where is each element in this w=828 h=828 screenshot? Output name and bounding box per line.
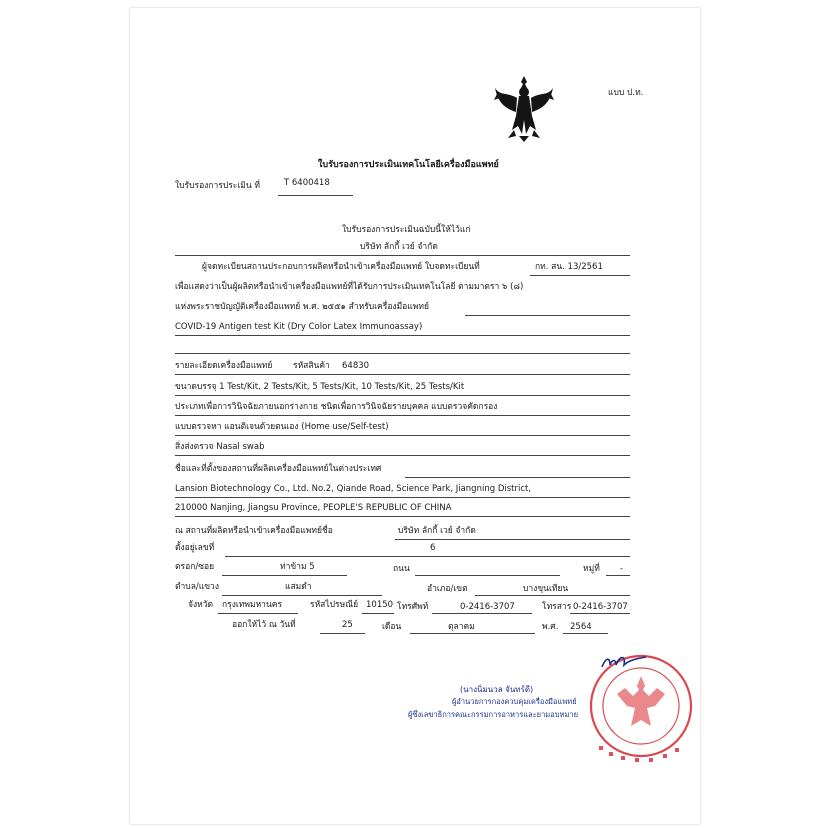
- importer-name: บริษัท ลักกี้ เวย์ จำกัด: [398, 526, 476, 536]
- declaration-line2: แห่งพระราชบัญญัติเครื่องมือแพทย์ พ.ศ. ๒๕๕๑ สำหรับเครื่องมือแพทย์: [175, 302, 429, 312]
- moo-underline: [606, 575, 630, 576]
- soi-underline: [222, 575, 347, 576]
- product-underline-1: [175, 335, 630, 336]
- cert-no-label: ใบรับรองการประเมิน ที่: [175, 181, 260, 191]
- issued-to-label: ใบรับรองการประเมินฉบับนี้ให้ไว้แก่: [342, 225, 471, 235]
- issued-year: 2564: [570, 622, 592, 632]
- province-label: จังหวัด: [188, 600, 214, 610]
- district-label: อำเภอ/เขต: [427, 584, 468, 594]
- company-underline: [175, 255, 630, 256]
- day-underline: [320, 633, 365, 634]
- page-title: ใบรับรองการประเมินเทคโนโลยีเครื่องมือแพทย์: [318, 160, 499, 170]
- phone-label: โทรศัพท์: [397, 602, 429, 612]
- purpose-underline: [175, 415, 630, 416]
- manufacturer-label: ชื่อและที่ตั้งของสถานที่ผลิตเครื่องมือแพทย์ในต่างประเทศ: [175, 464, 382, 474]
- type-underline: [175, 435, 630, 436]
- importer-label: ณ สถานที่ผลิตหรือนำเข้าเครื่องมือแพทย์ชื่อ: [175, 526, 333, 536]
- district-value: บางขุนเทียน: [523, 584, 569, 594]
- issued-day: 25: [342, 620, 353, 630]
- product-code-label: รหัสสินค้า: [293, 361, 330, 371]
- manufacturer-address-1: Lansion Biotechnology Co., Ltd. No.2, Qiande Road, Science Park, Jiangning District,: [175, 484, 532, 494]
- year-underline: [563, 633, 608, 634]
- fax-underline: [570, 613, 630, 614]
- moo-label: หมู่ที่: [583, 564, 600, 574]
- postcode-underline: [362, 613, 394, 614]
- garuda-emblem-icon: [492, 72, 556, 144]
- license-value: กท. สน. 13/2561: [535, 262, 603, 272]
- district-underline: [475, 595, 630, 596]
- manufacturer-underline-2: [175, 516, 630, 517]
- soi-value: ท่าข้าม 5: [280, 562, 315, 572]
- month-underline: [410, 633, 535, 634]
- manufacturer-label-underline: [405, 477, 630, 478]
- certificate-page: [130, 8, 700, 824]
- product-name: COVID-19 Antigen test Kit (Dry Color Latex Immunoassay): [175, 322, 423, 332]
- license-label: ผู้จดทะเบียนสถานประกอบการผลิตหรือนำเข้าเครื่องมือแพทย์ ใบจดทะเบียนที่: [202, 262, 480, 272]
- year-label: พ.ศ.: [542, 622, 559, 632]
- moo-value: -: [620, 564, 624, 574]
- manufacturer-underline-1: [175, 497, 630, 498]
- diagnostic-purpose: ประเภทเพื่อการวินิจฉัยภายนอกร่างกาย ชนิดเพื่อการวินิจฉัยรายบุคคล แบบตรวจคัดกรอง: [175, 402, 498, 412]
- province-value: กรุงเทพมหานคร: [222, 600, 283, 610]
- postcode-value: 10150: [366, 600, 394, 610]
- phone-value: 0-2416-3707: [460, 602, 515, 612]
- phone-underline: [432, 613, 532, 614]
- address-underline: [225, 556, 630, 557]
- issued-month: ตุลาคม: [448, 622, 475, 632]
- subdistrict-value: แสมดำ: [285, 582, 312, 592]
- specimen: สิ่งส่งตรวจ Nasal swab: [175, 442, 265, 452]
- cert-no-value: T 6400418: [284, 178, 330, 188]
- form-code: แบบ ป.ท.: [608, 88, 644, 98]
- cert-no-underline: [278, 195, 353, 196]
- road-label: ถนน: [393, 564, 410, 574]
- province-underline: [218, 613, 298, 614]
- details-underline: [175, 374, 630, 375]
- subdistrict-underline: [222, 595, 382, 596]
- address-no-label: ตั้งอยู่เลขที่: [175, 543, 215, 553]
- issued-date-label: ออกให้ไว้ ณ วันที่: [232, 620, 296, 630]
- signature-icon: [600, 653, 650, 673]
- fax-value: 0-2416-3707: [573, 602, 628, 612]
- product-underline-2: [175, 353, 630, 354]
- manufacturer-address-2: 210000 Nanjing, Jiangsu Province, PEOPLE'S REPUBLIC OF CHINA: [175, 503, 452, 513]
- address-no: 6: [430, 543, 436, 553]
- signatory-name: (นางนิ่มนวล จันทร์ดี): [460, 685, 534, 694]
- signatory-delegation: ผู้ซึ่งเลขาธิการคณะกรรมการอาหารและยามอบหมาย: [408, 710, 578, 719]
- declaration-underline: [465, 315, 630, 316]
- fax-label: โทรสาร: [542, 602, 572, 612]
- test-type: แบบตรวจหา แอนติเจนด้วยตนเอง (Home use/Self-test): [175, 422, 389, 432]
- pack-underline: [175, 395, 630, 396]
- signatory-role: ผู้อำนวยการกองควบคุมเครื่องมือแพทย์: [452, 697, 577, 706]
- details-label: รายละเอียดเครื่องมือแพทย์: [175, 361, 273, 371]
- postcode-label: รหัสไปรษณีย์: [310, 600, 359, 610]
- issued-to-company: บริษัท ลักกี้ เวย์ จำกัด: [360, 242, 438, 252]
- specimen-underline: [175, 455, 630, 456]
- soi-label: ตรอก/ซอย: [175, 562, 215, 572]
- subdistrict-label: ตำบล/แขวง: [175, 582, 219, 592]
- product-code: 64830: [342, 361, 370, 371]
- declaration-line1: เพื่อแสดงว่าเป็นผู้ผลิตหรือนำเข้าเครื่องมือแพทย์ที่ได้รับการประเมินเทคโนโลยี ตามมาตรา ๖ (๘): [175, 282, 524, 292]
- road-underline: [415, 575, 560, 576]
- license-underline: [530, 275, 630, 276]
- month-label: เดือน: [382, 622, 402, 632]
- importer-underline: [395, 539, 630, 540]
- pack-size: ขนาดบรรจุ 1 Test/Kit, 2 Tests/Kit, 5 Tests/Kit, 10 Tests/Kit, 25 Tests/Kit: [175, 382, 465, 392]
